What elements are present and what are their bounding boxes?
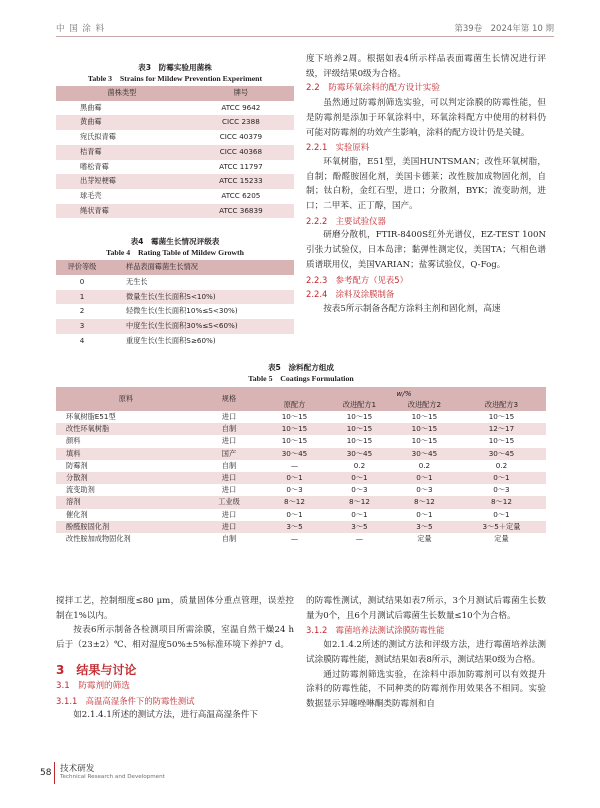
table5-cell: 流变助剂 — [66, 485, 95, 495]
table5-cell: 8～12 — [457, 496, 546, 508]
table4-cell: 微量生长(生长面积S<10%) — [108, 290, 294, 305]
table5-row — [56, 496, 546, 508]
table5-cell: 0.2 — [418, 461, 431, 471]
table5-cell: — — [290, 534, 299, 544]
table5-row — [56, 448, 546, 460]
table5-row — [56, 472, 546, 484]
header-rule — [56, 36, 554, 37]
table5-cell: 0.2 — [495, 461, 508, 471]
table3-title-cn: 表3 防霉实验用菌株 — [138, 63, 212, 72]
table5-subheader: 改进配方3 — [457, 399, 546, 411]
table5-cell: 3～5 — [392, 521, 457, 533]
table4-row — [56, 319, 294, 334]
table4-cell: 中度生长(生长面积30%≤S<60%) — [108, 319, 294, 334]
table5-cell: 酚醛胺固化剂 — [56, 521, 196, 533]
table3-row — [56, 145, 294, 160]
table5-cell: 工业级 — [196, 496, 262, 508]
table3-row — [56, 160, 294, 175]
table5-cell: 0～1 — [286, 509, 303, 519]
table3-cell: CICC 2388 — [188, 115, 294, 130]
table5-cell: 进口 — [221, 485, 237, 495]
table3-cell: 宛氏拟青霉 — [80, 132, 116, 142]
table5-cell: 3～5＋定量 — [457, 521, 546, 533]
paragraph: 环氧树脂，E51型，美国HUNTSMAN；改性环氧树脂，自制；酚醛胺固化剂，美国卡德莱；改性胺加成物固化剂，自制；钛白粉，金红石型，进口；分散剂，BYK；流变助剂，进口；二甲苯、正丁醇，国产。 — [306, 156, 546, 212]
table5-row — [56, 484, 546, 496]
table5-cell: 0～1 — [493, 509, 510, 519]
heading-3-1: 3.1 防霉剂的筛选 — [56, 680, 130, 691]
table5-cell: 8～12 — [392, 496, 457, 508]
table5-header: 原料 — [56, 387, 196, 411]
table3-row — [56, 115, 294, 130]
heading-2-2-3: 2.2.3 参考配方（见表5） — [306, 274, 409, 285]
table5-cell: — — [355, 534, 364, 544]
paragraph: 虽然通过防霉剂筛选实验，可以判定涂膜的防霉性能，但是防霉剂是添加于环氧涂料中，环氧涂料配方中使用的材料仍可能对防霉剂的功效产生影响，涂料的配方设计仍是关键。 — [306, 98, 546, 138]
table4-title-en: Table 4 Rating Table of Mildew Growth — [106, 248, 244, 258]
table3-cell: 绳状青霉 — [56, 204, 188, 219]
table5-cell: 8～12 — [262, 496, 327, 508]
table3-title-en: Table 3 Strains for Mildew Prevention Experiment — [87, 74, 263, 83]
table5-cell: 分散剂 — [56, 472, 196, 484]
table5-row — [56, 411, 546, 423]
table5-cell: — — [290, 461, 299, 471]
table3-header: 菌株类型 — [56, 86, 188, 101]
table5-title-cn: 表5 涂料配方组成 — [267, 363, 335, 372]
table4-cell: 无生长 — [126, 277, 148, 287]
table3-cell: 出芽短梗霉 — [56, 174, 188, 189]
table5-cell: 改性环氧树脂 — [56, 423, 196, 435]
table5-cell: 溶剂 — [56, 496, 196, 508]
table5-cell: 10～15 — [262, 423, 327, 435]
table5-cell: 防霉剂 — [66, 460, 88, 470]
table4-row — [56, 290, 294, 305]
page-number: 58 — [40, 768, 52, 778]
table4-cell: 4 — [79, 335, 85, 345]
table4-row — [56, 304, 294, 319]
table3-cell: CICC 40379 — [219, 132, 263, 142]
table4-header: 样品表面霉菌生长情况 — [108, 260, 294, 275]
table3-row — [56, 204, 294, 219]
table5-cell: 30～45 — [392, 448, 457, 460]
table5-row — [56, 521, 546, 533]
left-column-top — [56, 62, 294, 349]
table3-cell: 黄曲霉 — [56, 115, 188, 130]
table5-row — [56, 509, 546, 521]
table5-cell: 10～15 — [411, 412, 438, 422]
table5-cell: 环氧树脂E51型 — [66, 412, 116, 422]
table5-cell: 0～3 — [493, 485, 510, 495]
table5-cell: 改性胺加成物固化剂 — [66, 533, 131, 543]
table3-cell: ATCC 15233 — [188, 174, 294, 189]
table5-cell: 12～17 — [457, 423, 546, 435]
table5-cell: 进口 — [221, 509, 237, 519]
table5-cell: 定量 — [417, 533, 432, 543]
table5-cell: 颜料 — [66, 436, 81, 446]
table5-title-en: Table 5 Coatings Formulation — [248, 374, 354, 383]
table3-row — [56, 174, 294, 189]
table5-header: w/% — [262, 387, 546, 399]
table5-cell: 进口 — [196, 472, 262, 484]
table5-row — [56, 435, 546, 447]
table3-cell: 桔青霉 — [56, 145, 188, 160]
table4-cell: 2 — [79, 306, 85, 316]
heading-2-2-2: 2.2.2 主要试验仪器 — [306, 215, 386, 226]
table5-cell: 10～15 — [346, 412, 373, 422]
table5-cell: 10～15 — [392, 423, 457, 435]
table5-cell: 进口 — [196, 521, 262, 533]
table3 — [56, 86, 294, 218]
table5-row — [56, 423, 546, 435]
table5-cell: 30～45 — [457, 448, 546, 460]
table5-cell: 10～15 — [281, 436, 308, 446]
table5-cell: 10～15 — [327, 423, 392, 435]
table4-row — [56, 275, 294, 290]
table5-subheader: 改进配方2 — [392, 399, 457, 411]
paragraph: 度下培养2周。根据如表4所示样品表面霉菌生长情况进行评级，评级结果0级为合格。 — [306, 54, 546, 79]
table5-subheader: 改进配方1 — [327, 399, 392, 411]
table5-cell: 3～5 — [327, 521, 392, 533]
footer-section-cn: 技术研发 — [60, 764, 95, 774]
table5-cell: 0～1 — [262, 472, 327, 484]
running-header — [56, 20, 554, 36]
table5 — [56, 387, 546, 545]
table5-row — [56, 533, 546, 545]
table3-row — [56, 130, 294, 145]
table3-cell: CICC 40368 — [188, 145, 294, 160]
table5-block — [56, 362, 546, 545]
heading-2-2: 2.2 防霉环氧涂料的配方设计实验 — [306, 83, 440, 94]
paragraph: 按表6所示制备各检测项目所需涂膜，室温自然干燥24 h后于（23±2）℃、相对湿度50%±5%标准环境下养护7 d。 — [56, 625, 294, 651]
table5-cell: 30～45 — [327, 448, 392, 460]
table4-title-cn: 表4 霉菌生长情况评级表 — [130, 237, 220, 247]
heading-3-1-2: 3.1.2 霉菌培养法测试涂膜防霉性能 — [306, 625, 445, 636]
table5-row — [56, 460, 546, 472]
table5-header: 规格 — [196, 387, 262, 411]
paragraph: 按表5所示制备各配方涂料主剂和固化剂，高速 — [323, 303, 501, 314]
table3-cell: ATCC 6205 — [221, 190, 261, 200]
table5-cell: 10～15 — [281, 412, 308, 422]
table5-cell: 填料 — [56, 448, 196, 460]
table3-row — [56, 189, 294, 204]
table5-cell: 0～3 — [286, 485, 303, 495]
paragraph: 搅拌工艺，控制细度≤80 μm，质量固体分重点管理，误差控制在1%以内。 — [56, 596, 294, 621]
table5-cell: 进口 — [221, 412, 237, 422]
table5-cell: 国产 — [196, 448, 262, 460]
table4-cell: 重度生长(生长面积S≥60%) — [126, 335, 216, 345]
footer-divider — [54, 762, 55, 784]
heading-2-2-4: 2.2.4 涂料及涂膜制备 — [306, 289, 395, 300]
table5-cell: 0～3 — [416, 485, 433, 495]
table3-cell: ATCC 36839 — [188, 204, 294, 219]
table5-cell: 10～15 — [411, 436, 438, 446]
table5-cell: 定量 — [494, 533, 509, 543]
table5-subheader: 原配方 — [262, 399, 327, 411]
table5-cell: 0.2 — [353, 461, 366, 471]
footer-section-en: Technical Research and Development — [60, 774, 165, 780]
table3-cell: ATCC 11797 — [219, 161, 263, 171]
table4-cell: 3 — [56, 319, 108, 334]
table3-row — [56, 101, 294, 116]
table5-cell: 0～1 — [327, 472, 392, 484]
table4 — [56, 260, 294, 348]
heading-2-2-1: 2.2.1 实验原料 — [306, 142, 370, 153]
table5-cell: 催化剂 — [66, 509, 88, 519]
table5-cell: 10～15 — [488, 412, 515, 422]
table3-cell: 黑曲霉 — [80, 102, 102, 112]
paragraph: 研磨分散机，FTIR-8400S红外光谱仪，EZ-TEST 100N引张力试验仪，日本岛津；黏弹性测定仪，美国TA；气相色谱质谱联用仪，美国VARIAN；盐雾试验仪，Q-Fog。 — [306, 230, 546, 270]
paragraph: 通过防霉剂筛选实验，在涂料中添加防霉剂可以有效提升涂料的防霉性能，不同种类的防霉剂作用效果各不相同。实验数据显示异噻唑啉酮类防霉剂和自 — [306, 669, 546, 709]
heading-3: 3 结果与讨论 — [56, 662, 137, 677]
issue-info: 第39卷 2024年第 10 期 — [454, 24, 554, 34]
right-column-bottom — [306, 594, 546, 712]
table4-cell: 轻微生长(生长面积10%≤S<30%) — [126, 306, 238, 316]
table5-cell: 0～1 — [351, 509, 368, 519]
table5-cell: 0～1 — [416, 509, 433, 519]
table5-cell: 自制 — [221, 460, 237, 470]
table5-cell: 0～1 — [457, 472, 546, 484]
table4-cell: 0 — [79, 277, 85, 287]
journal-name: 中 国 涂 料 — [56, 24, 106, 34]
table5-cell: 0～3 — [351, 485, 368, 495]
table3-cell: 球毛壳 — [80, 190, 102, 200]
table5-cell: 3～5 — [262, 521, 327, 533]
left-column-bottom — [56, 594, 294, 723]
table5-cell: 进口 — [221, 436, 237, 446]
table4-cell: 1 — [56, 290, 108, 305]
table5-cell: 自制 — [221, 533, 237, 543]
table5-cell: 10～15 — [488, 436, 515, 446]
table5-cell: 0～1 — [392, 472, 457, 484]
paragraph: 的防霉性测试，测试结果如表7所示，3个月测试后霉菌生长数量为0个，且6个月测试后霉菌生长数量≤10个为合格。 — [306, 596, 546, 621]
heading-3-1-1: 3.1.1 高温高湿条件下的防霉性测试 — [56, 695, 195, 706]
paragraph: 如2.1.4.1所述的测试方法，进行高温高湿条件下 — [73, 710, 258, 721]
table3-cell: ATCC 9642 — [221, 102, 261, 112]
right-column-top — [306, 52, 546, 317]
table4-row — [56, 334, 294, 349]
table3-header: 牌号 — [188, 86, 294, 101]
table5-cell: 30～45 — [262, 448, 327, 460]
table5-cell: 10～15 — [346, 436, 373, 446]
paragraph: 如2.1.4.2所述的测试方法和评级方法，进行霉菌培养法测试涂膜防霉性能，测试结果如表8所示，测试结果0级为合格。 — [306, 640, 546, 665]
table5-cell: 8～12 — [327, 496, 392, 508]
table5-cell: 自制 — [196, 423, 262, 435]
table4-header: 评价等级 — [56, 260, 108, 275]
table3-cell: 嗜松青霉 — [80, 161, 109, 171]
